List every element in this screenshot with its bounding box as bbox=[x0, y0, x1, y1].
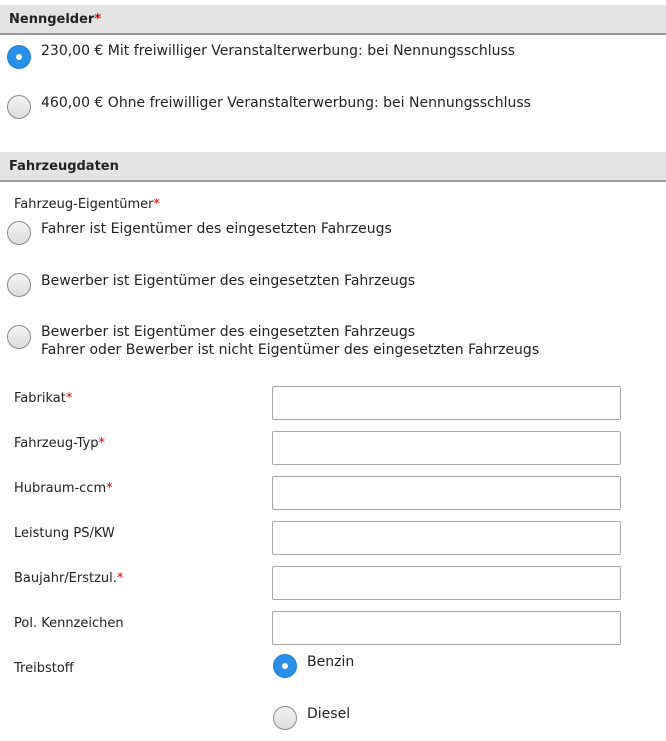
make-input[interactable] bbox=[272, 386, 621, 420]
radio-button[interactable] bbox=[7, 95, 31, 119]
radio-button[interactable] bbox=[7, 273, 31, 297]
fuel-label: Treibstoff bbox=[14, 661, 74, 676]
plate-input[interactable] bbox=[272, 611, 621, 645]
fuel-option-label: Benzin bbox=[307, 654, 355, 670]
plate-label: Pol. Kennzeichen bbox=[14, 616, 124, 631]
owner-option-label: Bewerber ist Eigentümer des eingesetzten Fahrzeugs bbox=[41, 273, 416, 289]
make-label: Fabrikat* bbox=[14, 391, 73, 406]
radio-button-checked[interactable] bbox=[7, 45, 31, 69]
year-label: Baujahr/Erstzul.* bbox=[14, 571, 124, 586]
displacement-label: Hubraum-ccm* bbox=[14, 481, 113, 496]
vehicle-type-label: Fahrzeug-Typ* bbox=[14, 436, 106, 451]
fee-option-label: 230,00 € Mit freiwilliger Veranstalterwerbung: bei Nennungsschluss bbox=[41, 43, 516, 59]
displacement-input[interactable] bbox=[272, 476, 621, 510]
vehicle-section-title: Fahrzeugdaten bbox=[9, 159, 119, 174]
radio-button[interactable] bbox=[273, 706, 297, 730]
fees-section-title: Nenngelder* bbox=[9, 12, 102, 27]
fees-section-header bbox=[0, 5, 666, 35]
year-input[interactable] bbox=[272, 566, 621, 600]
owner-option-label-line1: Bewerber ist Eigentümer des eingesetzten Fahrzeugs bbox=[41, 324, 416, 340]
power-label: Leistung PS/KW bbox=[14, 526, 115, 541]
power-input[interactable] bbox=[272, 521, 621, 555]
owner-label: Fahrzeug-Eigentümer* bbox=[14, 197, 160, 212]
radio-button[interactable] bbox=[7, 325, 31, 349]
fee-option-label: 460,00 € Ohne freiwilliger Veranstalterwerbung: bei Nennungsschluss bbox=[41, 95, 531, 111]
vehicle-type-input[interactable] bbox=[272, 431, 621, 465]
owner-option-label-line2: Fahrer oder Bewerber ist nicht Eigentümer des eingesetzten Fahrzeugs bbox=[41, 342, 540, 358]
radio-button[interactable] bbox=[7, 221, 31, 245]
radio-button-checked[interactable] bbox=[273, 654, 297, 678]
vehicle-section-header bbox=[0, 152, 666, 182]
fuel-option-label: Diesel bbox=[307, 706, 351, 722]
owner-option-label: Fahrer ist Eigentümer des eingesetzten Fahrzeugs bbox=[41, 221, 392, 237]
